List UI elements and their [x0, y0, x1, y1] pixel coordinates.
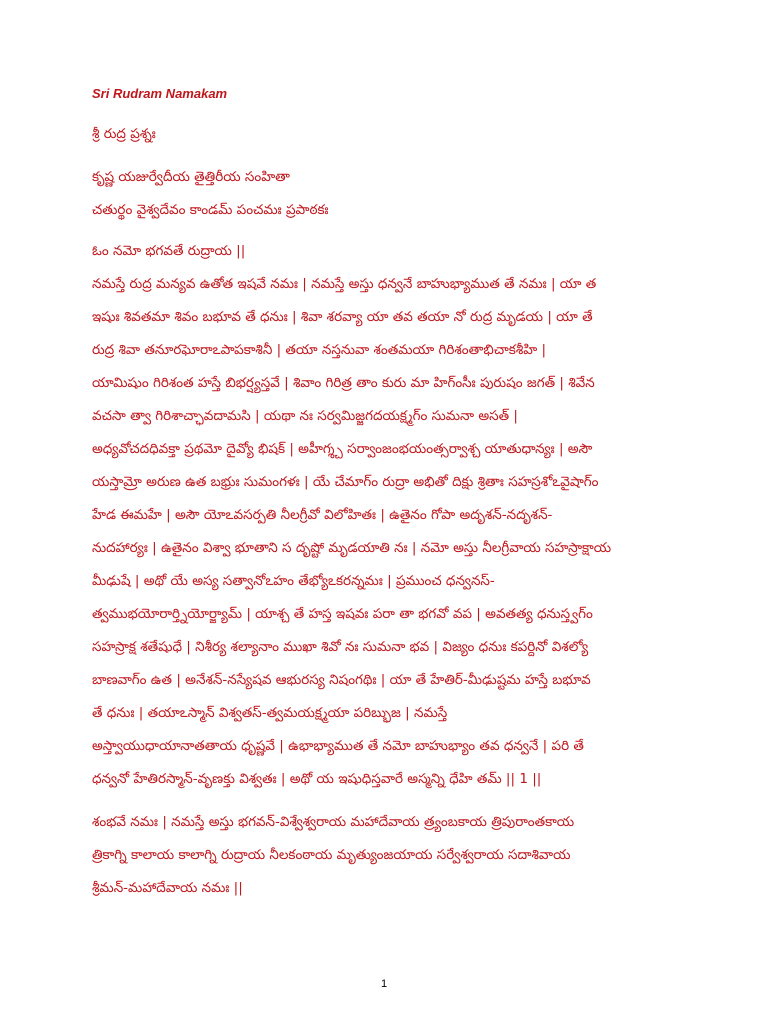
verse-line: త్వముభయోరార్త్నియోర్జ్యామ్ | యాశ్చ తే హస్త ఇషవః పరా తా భగవో వప | అవతత్య ధనుస్త్వగ్ం: [92, 606, 593, 622]
verse-line: రుద్ర శివా తనూరఘోరాఽపాపకాశినీ | తయా నస్తనువా శంతమయా గిరిశంతాభిచాకశీహి |: [92, 342, 547, 358]
verse-line: హేడ ఈమహే | అసౌ యోఽవసర్పతి నీలగ్రీవో విలోహితః | ఉతైనం గోపా అదృశన్-నదృశన్-: [92, 507, 553, 523]
verse-line: అస్త్వాయుధాయానాతతాయ ధృష్ణవే | ఉభాభ్యాముత తే నమో బాహుభ్యాం తవ ధన్వనే | పరి తే: [92, 738, 584, 754]
verse-line: అధ్యవోచదధివక్తా ప్రథమో దైవ్యో భిషక్ | అహీగ్శ్చ సర్వాంజంభయంత్సర్వాశ్చ యాతుధాన్యః | అసౌ: [92, 441, 593, 457]
verse-line: త్రికాగ్ని కాలాయ కాలాగ్ని రుద్రాయ నీలకంఠాయ మృత్యుంజయాయ సర్వేశ్వరాయ సదాశివాయ: [92, 847, 571, 863]
verse-line: నమస్తే రుద్ర మన్యవ ఉతోత ఇషవే నమః | నమస్తే అస్తు ధన్వనే బాహుభ్యాముత తే నమః | యా త: [92, 276, 597, 292]
verse-line: వచసా త్వా గిరిశాచ్ఛావదామసి | యథా నః సర్వమిజ్జగదయక్ష్మగ్ం సుమనా అసత్ |: [92, 408, 518, 424]
invocation: ఓం నమో భగవతే రుద్రాయ ||: [92, 243, 246, 259]
heading: శ్రీ రుద్ర ప్రశ్నః: [92, 126, 156, 142]
page-number: 1: [380, 978, 388, 990]
verse-line: నుదహార్యః | ఉతైనం విశ్వా భూతాని స దృష్టో మృడయాతి నః | నమో అస్తు నీలగ్రీవాయ సహస్రాక్షాయ: [92, 540, 612, 556]
verse-line: యామిషుం గిరిశంత హస్తే బిభర్ష్యస్తవే | శివాం గిరిత్ర తాం కురు మా హిగ్ంసీః పురుషం జగత్ | శివేన: [92, 375, 595, 391]
verse-line: సహస్రాక్ష శతేషుధే | నిశీర్య శల్యానాం ముఖా శివో నః సుమనా భవ | విజ్యం ధనుః కపర్దినో విశల్యో: [92, 639, 589, 655]
verse-line: బాణవాగ్ం ఉత | అనేశన్-నస్యేషవ ఆభురస్య నిషంగథిః | యా తే హేతిర్-మీఢుష్టమ హస్తే బభూవ: [92, 672, 591, 688]
verse-line: తే ధనుః | తయాఽస్మాన్ విశ్వతస్-త్వమయక్ష్మయా పరిబ్భుజ | నమస్తే: [92, 705, 448, 721]
document-title: Sri Rudram Namakam: [92, 86, 228, 101]
subheading-2: చతుర్థం వైశ్వదేవం కాండమ్ పంచమః ప్రపాఠకః: [92, 202, 329, 218]
verse-line: శ్రీమన్-మహాదేవాయ నమః ||: [92, 880, 243, 896]
verse-line: యస్తామ్రో అరుణ ఉత బభ్రుః సుమంగళః | యే చేమాగ్ం రుద్రా అభితో దిక్షు శ్రితాః సహస్రశోఽవైషాగ్ం: [92, 474, 599, 490]
verse-line: శంభవే నమః | నమస్తే అస్తు భగవన్-విశ్వేశ్వరాయ మహాదేవాయ త్ర్యంబకాయ త్రిపురాంతకాయ: [92, 814, 575, 830]
verse-line: ధన్వనో హేతిరస్మాన్-వృణక్తు విశ్వతః | అథో య ఇషుధిస్తవారే అస్మన్ని ధేహి తమ్ || 1 ||: [92, 771, 542, 787]
subheading-1: కృష్ణ యజుర్వేదీయ తైత్తిరీయ సంహితా: [92, 169, 290, 185]
verse-line: ఇషుః శివతమా శివం బభూవ తే ధనుః | శివా శరవ్యా యా తవ తయా నో రుద్ర మృడయ | యా తే: [92, 309, 593, 325]
verse-line: మీఢుషే | అథో యే అస్య సత్వానోఽహం తేభ్యోఽకరన్నమః | ప్రముంచ ధన్వనస్-: [92, 573, 495, 589]
